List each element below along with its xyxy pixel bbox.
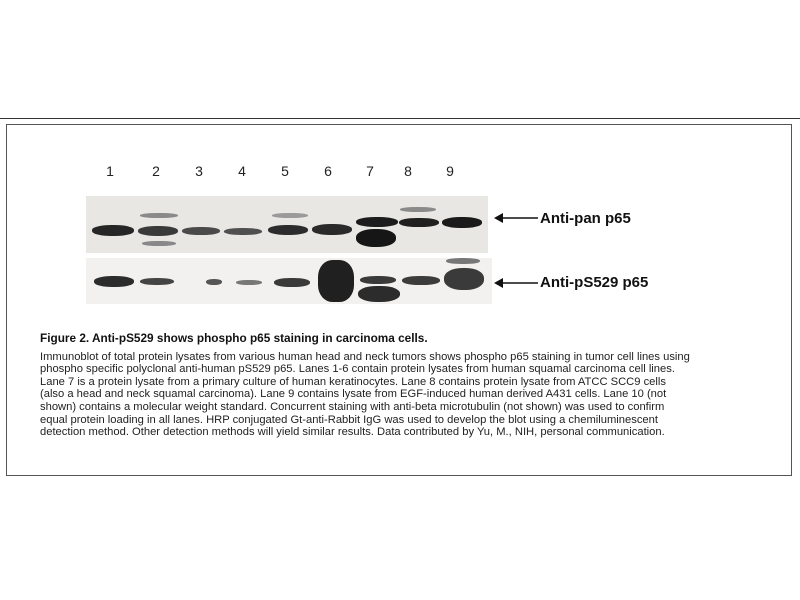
blot-band <box>274 278 310 287</box>
blot-band <box>138 226 178 236</box>
blot-band <box>446 258 480 264</box>
blot-band <box>356 229 396 247</box>
blot-band <box>272 213 308 218</box>
lane-number: 7 <box>366 163 374 179</box>
blot-band <box>268 225 308 235</box>
blot-label-ps529-p65: Anti-pS529 p65 <box>540 274 649 291</box>
lane-number: 6 <box>324 163 332 179</box>
lane-number: 3 <box>195 163 203 179</box>
blot-band <box>182 227 220 235</box>
blot-band <box>142 241 176 246</box>
blot-band <box>402 276 440 285</box>
caption-line: Lane 7 is a protein lysate from a primary culture of human keratinocytes. Lane 8 contains protein lysate from ATCC SCC9 cells <box>40 375 666 388</box>
blot-band <box>94 276 134 287</box>
lane-number: 5 <box>281 163 289 179</box>
blot-band <box>399 218 439 227</box>
blot-band <box>444 268 484 290</box>
blot-band <box>140 213 178 218</box>
caption-line: shown) contains a molecular weight standard. Concurrent staining with anti-beta microtubulin (not shown) was used to confirm <box>40 400 665 413</box>
caption-line: phospho specific polyclonal anti-human pS529 p65. Lanes 1-6 contain protein lysates from human squamal carcinoma cell lines. <box>40 363 675 376</box>
lane-number: 8 <box>404 163 412 179</box>
lane-numbers <box>0 163 800 183</box>
blot-label-pan-p65: Anti-pan p65 <box>540 210 631 227</box>
caption-line: (also a head and neck squamal carcinoma). Lane 9 contains lysate from EGF-induced human derived A431 cells. Lane 10 (not <box>40 388 667 401</box>
blot-band <box>236 280 262 285</box>
arrow-left-icon <box>494 211 538 225</box>
blot-image-pan-p65 <box>86 196 488 253</box>
caption-line: detection method. Other detection methods will yield similar results. Data contributed by Yu, M., NIH, personal communication. <box>40 426 665 439</box>
arrow-left-icon <box>494 276 538 290</box>
caption-title: Figure 2. Anti-pS529 shows phospho p65 staining in carcinoma cells. <box>40 331 428 345</box>
lane-number: 4 <box>238 163 246 179</box>
blot-band <box>358 286 400 302</box>
blot-band <box>360 276 396 284</box>
blot-image-ps529-p65 <box>86 258 492 304</box>
blot-band <box>356 217 398 227</box>
lane-number: 9 <box>446 163 454 179</box>
blot-band <box>140 278 174 285</box>
blot-band <box>224 228 262 235</box>
figure-caption <box>40 332 770 439</box>
caption-line: Immunoblot of total protein lysates from various human head and neck tumors shows phospho p65 staining in tumor cell lines using <box>40 350 690 363</box>
blot-band <box>442 217 482 228</box>
caption-line: equal protein loading in all lanes. HRP conjugated Gt-anti-Rabbit IgG was used to develop the blot using a chemiluminescent <box>40 413 658 426</box>
blot-band <box>206 279 222 285</box>
lane-number: 1 <box>106 163 114 179</box>
top-rule <box>0 118 800 119</box>
blot-band <box>318 260 354 302</box>
lane-number: 2 <box>152 163 160 179</box>
caption-body <box>40 351 770 439</box>
blot-band <box>312 224 352 235</box>
blot-band <box>400 207 436 212</box>
blot-band <box>92 225 134 236</box>
